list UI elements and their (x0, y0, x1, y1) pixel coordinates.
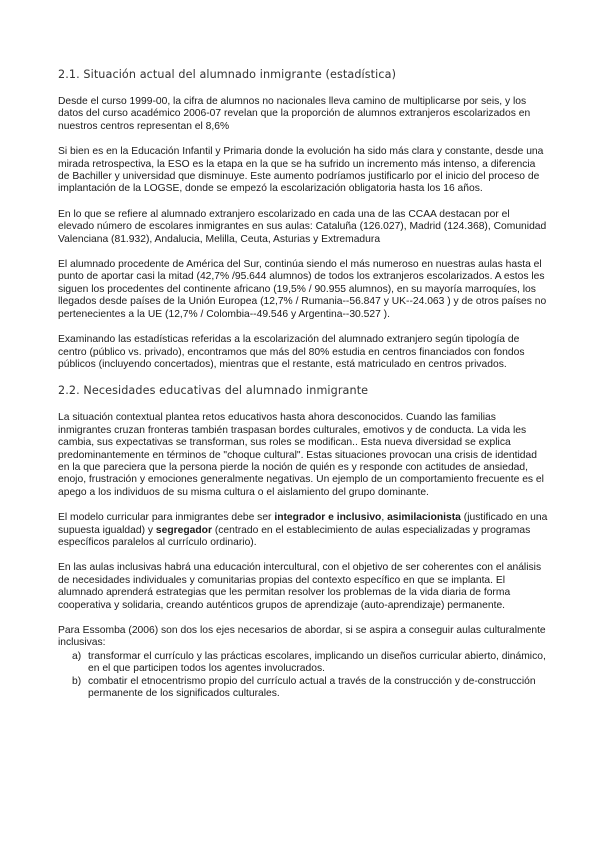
list-marker: b) (72, 675, 82, 687)
paragraph-ccaa: En lo que se refiere al alumnado extranjero escolarizado en cada una de las CCAA destacan por el elevado número de escolares inmigrantes en sus aulas: Cataluña (126.027), Madrid (124.368), Comunidad Valenciana (81.932), Andalucia, Melilla, Ceuta, Asturias y Extremadura (58, 208, 547, 245)
paragraph-tipologia-centro: Examinando las estadísticas referidas a la escolarización del alumnado extranjero según tipología de centro (público vs. privado), encontramos que más del 80% estudia en centros financiados con fondos públicos (incluyendo concertados), mientras que el restante, está matriculado en centros privados. (58, 334, 525, 370)
bold-term-segregador: segregador (155, 524, 212, 536)
paragraph-cifra-alumnos: Desde el curso 1999-00, la cifra de alumnos no nacionales lleva camino de multiplicarse por seis, y los datos del curso académico 2006-07 revelan que la proporción de alumnos extranjeros escolarizados en nuestros centros representan el 8,6% (58, 96, 531, 132)
paragraph-procedencia: El alumnado procedente de América del Sur, continúa siendo el más numeroso en nuestras aulas hasta el punto de aportar casi la mitad (42,7% /95.644 alumnos) de todos los extranjeros escolarizados. A estos les siguen los procedentes del continente africano (19,5% / 90.955 alumnos), en su mayoría marroquíes, los llegados desde países de la Unión Europea (12,7% / Rumania--56.847 y UK--24.063 ) y de otros países no pertenecientes a la UE (12,7% / Colombia--49.546 y Argentina--30.527 ). (58, 259, 547, 320)
ejes-list (58, 651, 548, 701)
list-marker: a) (72, 650, 82, 662)
paragraph-situacion-contextual: La situación contextual plantea retos educativos hasta ahora desconocidos. Cuando las familias inmigrantes cruzan fronteras también traspasan bordes culturales, emotivos y de conducta. La vida les cambia, sus expectativas se transforman, sus roles se modifican.. Esta nueva diversidad se explica predominantemente en términos de "choque cultural". Estas situaciones provocan una crisis de identidad en la que pareciera que la persona pierde la noción de quién es y responde con actitudes de ansiedad, enojo, frustración y emociones generalmente negativas. Un ejemplo de un comportamiento frecuente es el apego a los individuos de su misma cultura o el aislamiento del grupo dominante. (58, 412, 544, 498)
text-run: (centrado en el establecimiento de aulas especializadas y programas específicos paralelos al currículo ordinario). (58, 524, 531, 548)
section-heading-necesidades: 2.2. Necesidades educativas del alumnado inmigrante (58, 384, 369, 398)
list-item-text: transformar el currículo y las prácticas escolares, implicando un diseños curricular abierto, dinámico, en el que participen todos los agentes involucrados. (88, 650, 546, 675)
paragraph-evolucion-etapas: Si bien es en la Educación Infantil y Primaria donde la evolución ha sido más clara y constante, desde una mirada retrospectiva, la ESO es la etapa en la que se ha sufrido un incremento más intenso, a diferencia de Bachiller y universidad que disminuye. Este aumento podríamos justificarlo por el inicio del proceso de implantación de la LOGSE, donde se empezó la escolarización obligatoria hasta los 16 años. (58, 146, 544, 195)
paragraph-essomba: Para Essomba (2006) son dos los ejes necesarios de abordar, si se aspira a conseguir aulas culturalmente inclusivas: (58, 625, 546, 649)
paragraph-modelo-curricular (58, 512, 548, 549)
text-run: El modelo curricular para inmigrantes debe ser (58, 512, 275, 524)
paragraph-aulas-inclusivas: En las aulas inclusivas habrá una educación intercultural, con el objetivo de ser coherentes con el análisis de necesidades individuales y comunitarias propias del contexto específico en que se implanta. El alumnado aprenderá estrategias que les permitan resolver los problemas de la vida diaria de forma cooperativa y solidaria, creando auténticos grupos de aprendizaje (auto-aprendizaje) permanente. (58, 562, 542, 611)
list-item (58, 676, 548, 701)
text-run: , (381, 512, 388, 524)
list-item-text: combatir el etnocentrismo propio del currículo actual a través de la construcción y de-construcción permanente de los significados culturales. (88, 675, 536, 700)
list-item (58, 651, 548, 676)
bold-term-asimilacionista: asimilacionista (387, 512, 461, 524)
section-heading-situacion: 2.1. Situación actual del alumnado inmigrante (estadística) (58, 68, 397, 81)
bold-term-integrador: integrador e inclusivo (274, 512, 382, 524)
text-run: (justificado en una supuesta igualdad) y (58, 512, 548, 536)
document-page (58, 68, 548, 700)
